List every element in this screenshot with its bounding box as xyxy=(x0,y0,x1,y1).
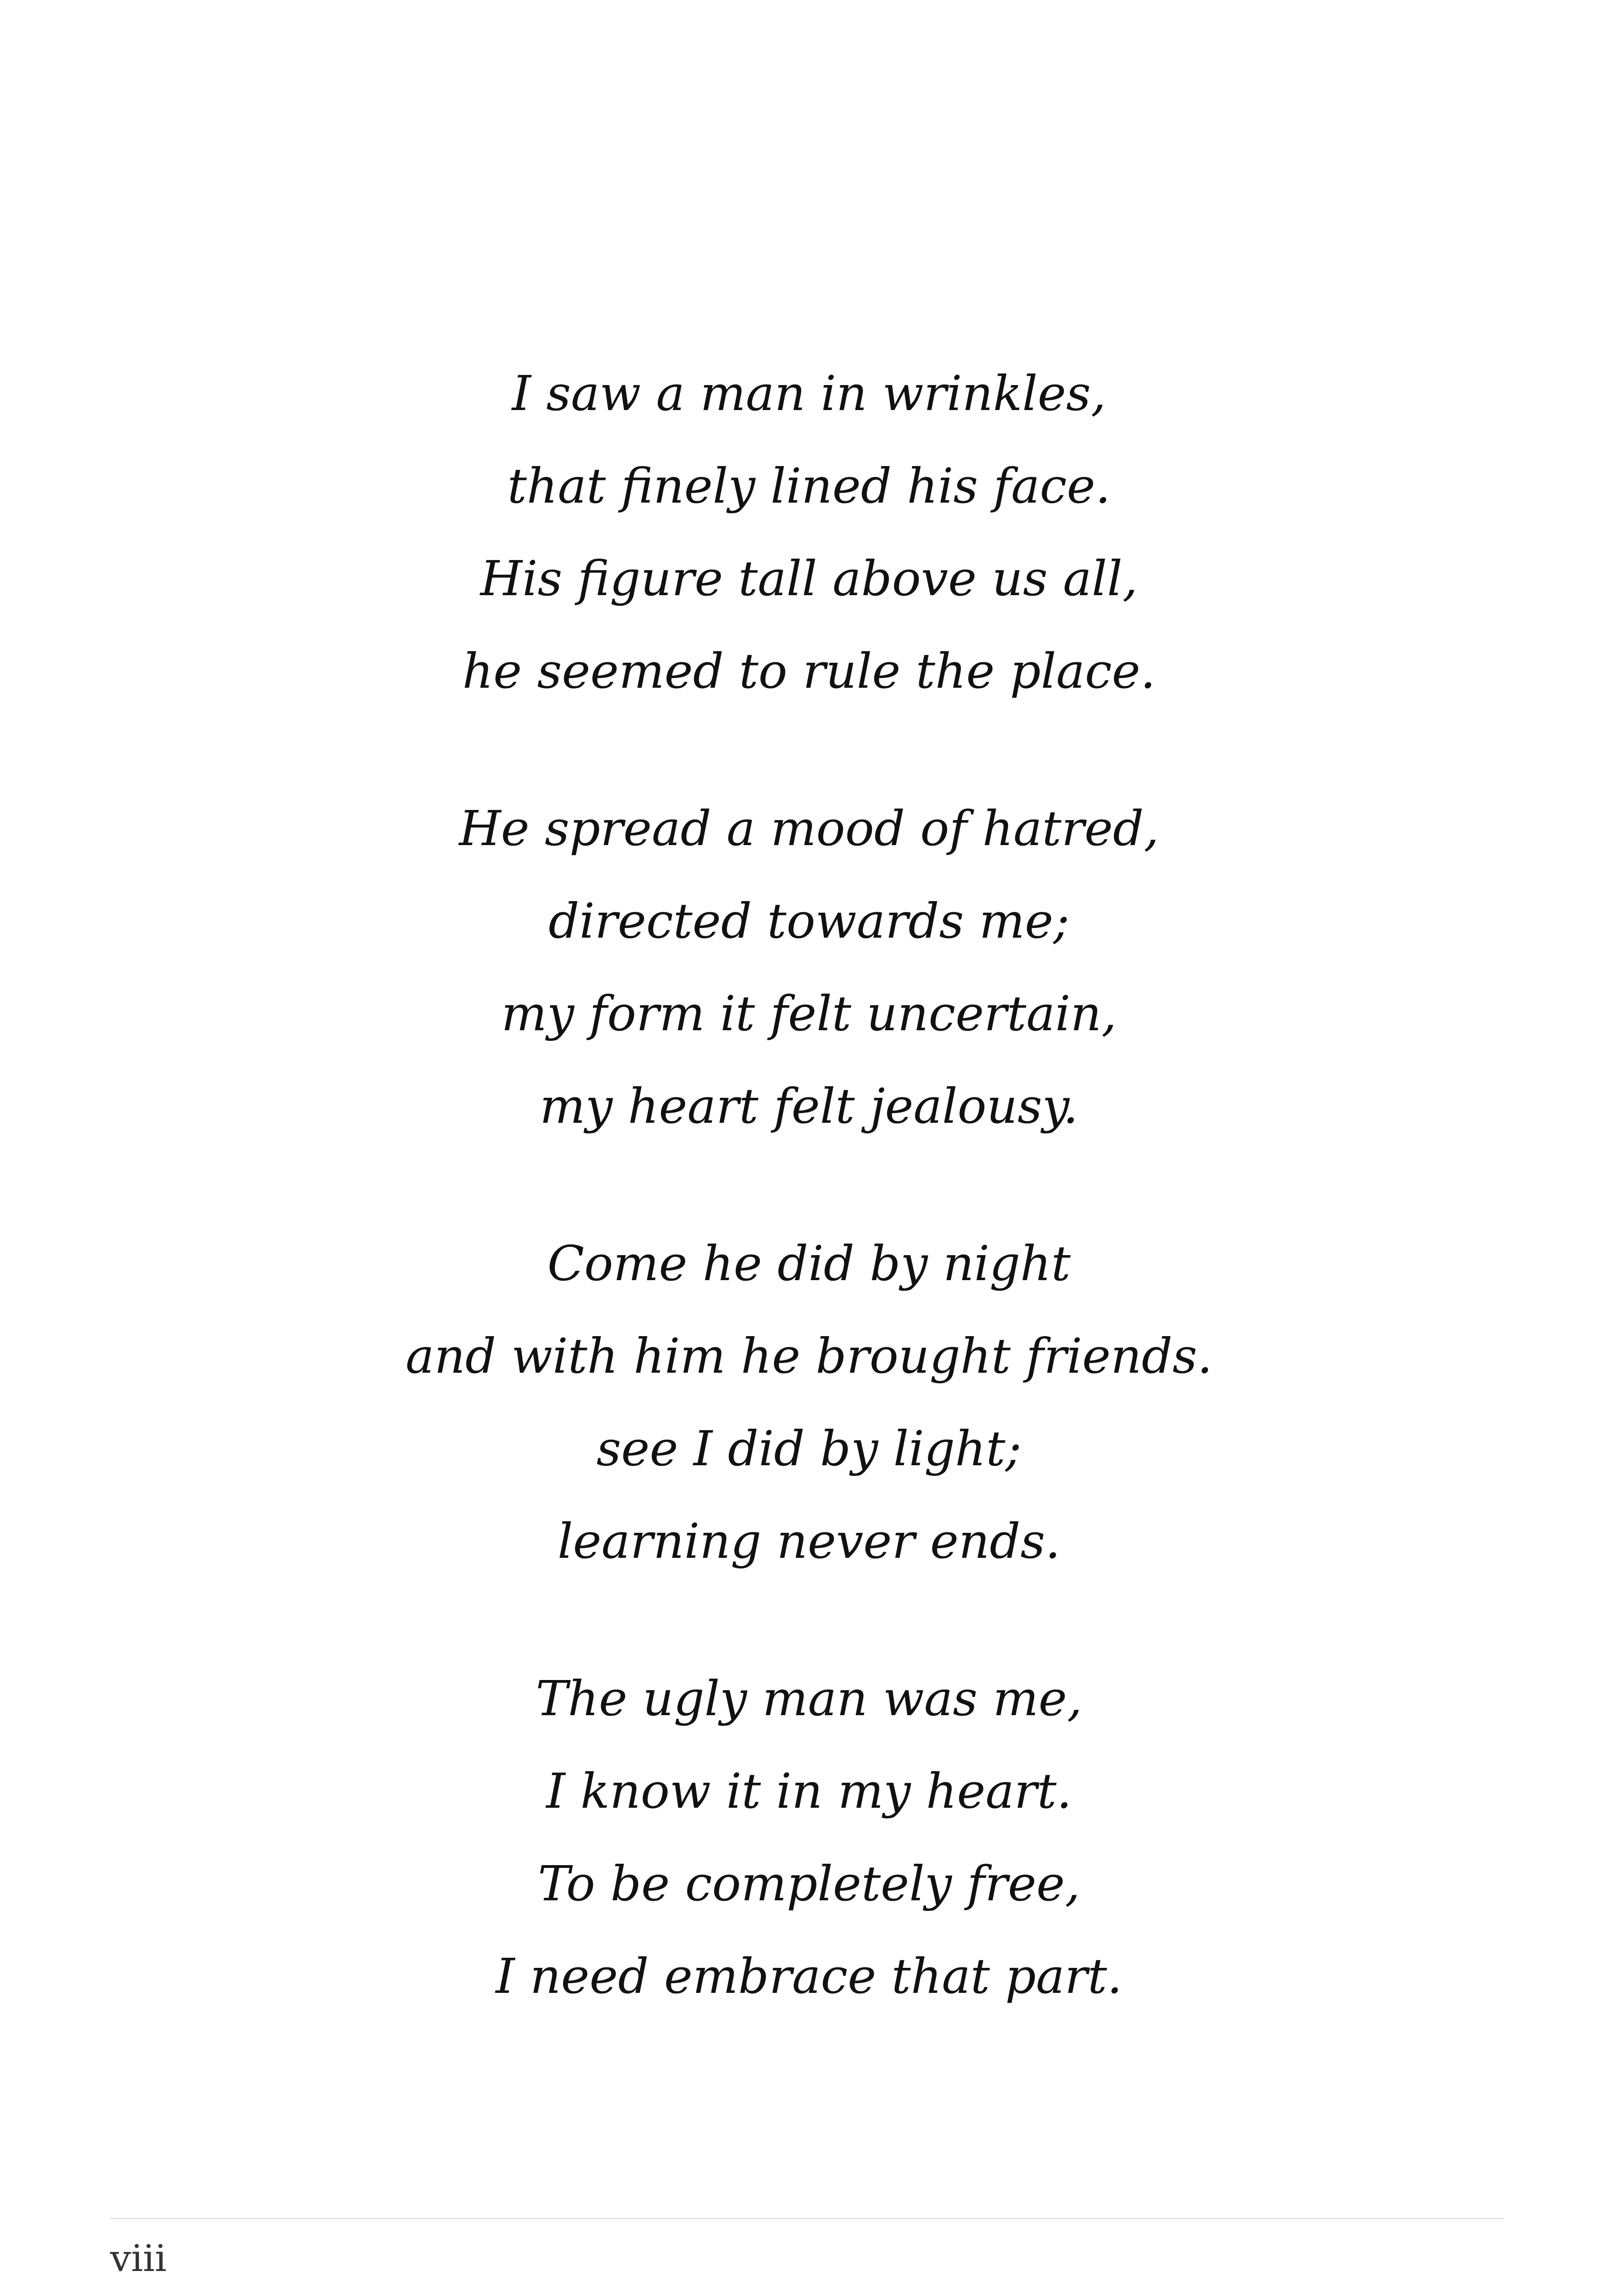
poem-line: The ugly man was me, xyxy=(535,1670,1083,1727)
poem-line: that finely lined his face. xyxy=(507,458,1111,514)
poem-line: my heart felt jealousy. xyxy=(540,1078,1078,1134)
poem-line: I need embrace that part. xyxy=(496,1948,1122,2004)
poem-line: directed towards me; xyxy=(548,893,1070,949)
poem-line: I saw a man in wrinkles, xyxy=(512,365,1106,422)
poem-line: Come he did by night xyxy=(547,1235,1071,1292)
poem-line: see I did by light; xyxy=(596,1420,1022,1477)
page-number: viii xyxy=(110,2237,167,2280)
footer-divider xyxy=(110,2218,1504,2219)
poem-line: my form it felt uncertain, xyxy=(501,985,1117,1042)
poem-line: learning never ends. xyxy=(557,1513,1061,1569)
poem-line: he seemed to rule the place. xyxy=(462,643,1156,699)
poem-line: To be completely free, xyxy=(538,1855,1080,1912)
poem-line: I know it in my heart. xyxy=(546,1763,1072,1819)
poem-line: and with him he brought friends. xyxy=(405,1328,1213,1384)
poem-line: He spread a mood of hatred, xyxy=(459,800,1159,857)
poem-line: His figure tall above us all, xyxy=(480,550,1138,607)
